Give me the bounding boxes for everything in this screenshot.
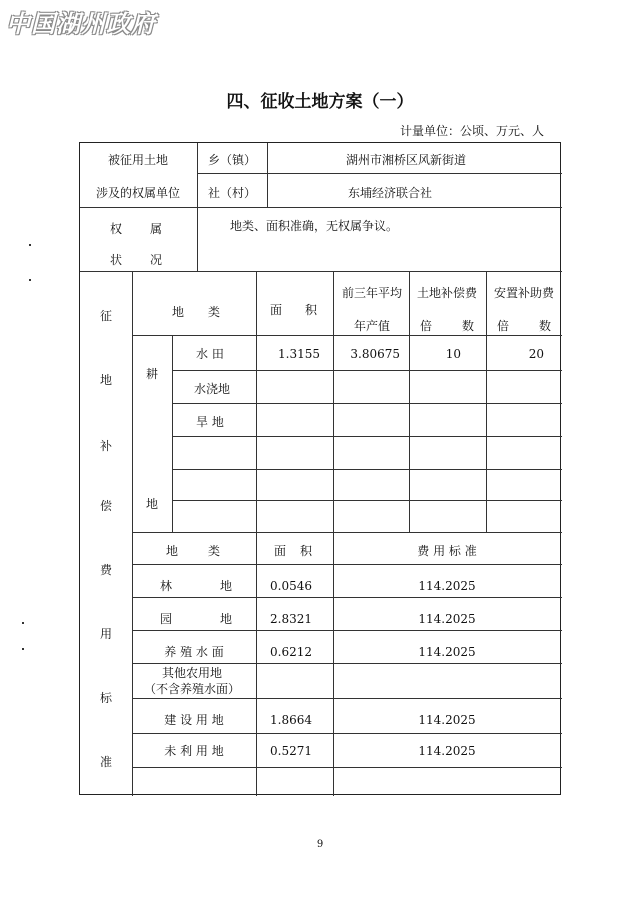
village-value: 东埔经济联合社	[347, 186, 433, 200]
arable-header-landcomp-line1: 土地补偿费	[416, 286, 478, 300]
other-row-area: 2.8321	[270, 612, 312, 626]
section-char-4: 偿	[99, 499, 113, 513]
measurement-unit: 计量单位：公顷、万元、人	[399, 124, 544, 138]
grid-line	[132, 630, 562, 631]
ownership-label-a: 权	[110, 222, 123, 236]
other-row-name-b: 地	[220, 612, 233, 626]
other-row-area: 0.0546	[270, 579, 312, 593]
ownership-label-b: 属	[150, 222, 163, 236]
other-row-standard: 114.2025	[418, 645, 476, 659]
page-number: 9	[316, 839, 324, 850]
arable-header-type-a: 地	[172, 305, 185, 319]
owner-label-line1: 被征用土地	[107, 153, 169, 167]
other-row-standard: 114.2025	[418, 612, 476, 626]
grid-line	[132, 698, 562, 699]
grid-line	[132, 733, 562, 734]
grid-line	[132, 335, 562, 336]
grid-line	[333, 271, 334, 532]
other-header-area-b: 积	[300, 544, 313, 558]
grid-line	[132, 767, 562, 768]
section-char-2: 地	[99, 373, 113, 387]
arable-header-resettle-b: 数	[539, 319, 552, 333]
grid-line	[132, 663, 562, 664]
grid-line	[172, 403, 562, 404]
arable-header-landcomp-b: 数	[462, 319, 475, 333]
other-row-standard: 114.2025	[418, 744, 476, 758]
grid-line	[132, 271, 133, 796]
grid-line	[80, 271, 562, 272]
other-row-name: 建 设 用 地	[164, 713, 224, 727]
grid-line	[197, 143, 198, 207]
grid-line	[256, 532, 257, 796]
grid-line	[172, 436, 562, 437]
section-char-7: 标	[99, 691, 113, 705]
arable-char-top: 耕	[145, 367, 159, 381]
township-value: 湖州市湘桥区风新街道	[345, 153, 467, 167]
grid-line	[172, 469, 562, 470]
arable-row-avg: 3.80675	[350, 347, 400, 361]
other-row-name: 养 殖 水 面	[164, 645, 224, 659]
scan-mark	[29, 279, 31, 281]
arable-header-avg-line2: 年产值	[353, 319, 391, 333]
grid-line	[132, 532, 562, 533]
grid-line	[80, 207, 562, 208]
grid-line	[197, 173, 562, 174]
arable-header-resettle-line1: 安置补助费	[493, 286, 555, 300]
other-row-name-a: 林	[160, 579, 173, 593]
page-title: 四、征收土地方案（一）	[226, 92, 414, 112]
ownership-label-c: 状	[110, 253, 123, 267]
other-row-name-line1: 其他农用地	[161, 666, 223, 680]
arable-row-land-mult: 10	[445, 347, 461, 361]
watermark-logo: 中国湖州政府	[6, 10, 156, 38]
other-row-area: 0.5271	[270, 744, 312, 758]
grid-line	[132, 597, 562, 598]
arable-header-avg-line1: 前三年平均	[341, 286, 403, 300]
arable-row-area: 1.3155	[278, 347, 320, 361]
grid-line	[409, 271, 410, 532]
ownership-label-d: 况	[150, 253, 163, 267]
grid-line	[172, 370, 562, 371]
grid-line	[256, 271, 257, 532]
section-char-5: 费	[99, 563, 113, 577]
grid-line	[197, 207, 198, 271]
grid-line	[132, 564, 562, 565]
other-row-standard: 114.2025	[418, 579, 476, 593]
arable-row-name: 旱 地	[196, 415, 224, 429]
grid-line	[172, 335, 173, 532]
grid-line	[267, 143, 268, 207]
other-row-name-line2: （不含养殖水面）	[143, 682, 241, 696]
land-requisition-table	[79, 142, 561, 795]
arable-header-area-a: 面	[270, 303, 283, 317]
arable-row-name: 水 田	[196, 347, 224, 361]
arable-char-bottom: 地	[145, 497, 159, 511]
ownership-status: 地类、面积准确，无权属争议。	[230, 219, 399, 233]
other-header-area-a: 面	[274, 544, 287, 558]
other-row-name-b: 地	[220, 579, 233, 593]
other-row-area: 0.6212	[270, 645, 312, 659]
section-char-6: 用	[99, 627, 113, 641]
arable-header-type-b: 类	[208, 305, 221, 319]
village-label: 社（村）	[207, 186, 257, 200]
scan-mark	[22, 648, 24, 650]
other-row-standard: 114.2025	[418, 713, 476, 727]
arable-header-landcomp-a: 倍	[420, 319, 433, 333]
section-char-3: 补	[99, 439, 113, 453]
section-char-8: 准	[99, 755, 113, 769]
other-row-name-a: 园	[160, 612, 173, 626]
scan-mark	[29, 244, 31, 246]
arable-row-name: 水浇地	[194, 382, 231, 396]
other-row-area: 1.8664	[270, 713, 312, 727]
township-label: 乡（镇）	[207, 153, 257, 167]
other-header-standard: 费 用 标 准	[417, 544, 477, 558]
other-row-name: 未 利 用 地	[164, 744, 224, 758]
section-char-1: 征	[99, 309, 113, 323]
other-header-type-a: 地	[166, 544, 179, 558]
grid-line	[486, 271, 487, 532]
other-header-type-b: 类	[208, 544, 221, 558]
owner-label-line2: 涉及的权属单位	[95, 186, 181, 200]
scan-mark	[22, 622, 24, 624]
grid-line	[172, 500, 562, 501]
arable-row-resettle-mult: 20	[528, 347, 544, 361]
arable-header-resettle-a: 倍	[497, 319, 510, 333]
grid-line	[333, 532, 334, 796]
arable-header-area-b: 积	[305, 303, 318, 317]
